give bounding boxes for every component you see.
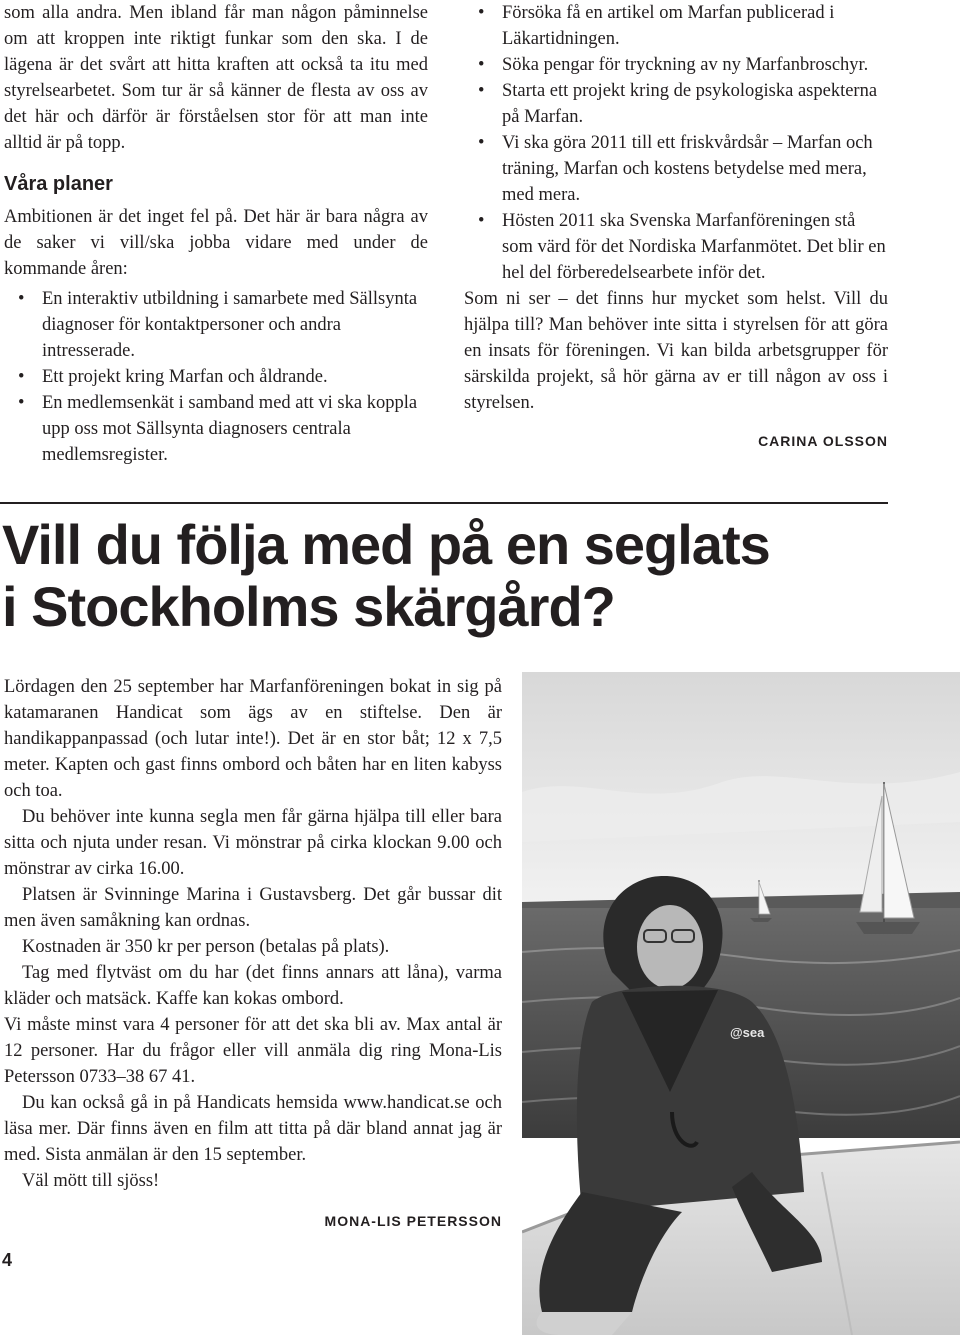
intro-paragraph: som alla andra. Men ibland får man någon påminnelse om att kroppen inte riktigt funkar som den ska. I de lägena är det svårt att hitta kraften att också ta itu med styrelsearbetet. Som tur är så känner de flesta av oss av det här och därför är förståelsen stor för att man inte alltid är på topp. <box>4 3 428 153</box>
list-item: • En medlemsenkät i samband med att vi ska koppla upp oss mot Sällsynta diagnosers centrala medlemsregister. <box>4 390 428 468</box>
author-byline: CARINA OLSSON <box>758 433 888 449</box>
list-item: • Ett projekt kring Marfan och åldrande. <box>4 364 428 390</box>
list-item: • Starta ett projekt kring de psykologiska aspekterna på Marfan. <box>464 78 888 130</box>
sailing-photo <box>522 672 960 1335</box>
list-item: • Söka pengar för tryckning av ny Marfanbroschyr. <box>464 52 888 78</box>
section-heading: Våra planer <box>4 173 113 195</box>
article-paragraph: Du behöver inte kunna segla men får gärna hjälpa till eller bara sitta och njuta under resan. Vi mönstrar på cirka klockan 9.00 och mönstrar av cirka 16.00. <box>4 807 502 879</box>
article-paragraph: Vi måste minst vara 4 personer för att det ska bli av. Max antal är 12 personer. Har du frågor eller vill anmäla dig ring Mona-Lis Petersson 0733–38 67 41. <box>4 1015 502 1087</box>
plans-list-continued <box>464 0 888 286</box>
author-byline: MONA-LIS PETERSSON <box>324 1213 502 1229</box>
section-divider <box>0 502 888 504</box>
article-paragraph: Platsen är Svinninge Marina i Gustavsberg. Det går bussar dit men även samåkning kan ordnas. <box>4 885 502 931</box>
right-column <box>464 0 888 454</box>
plans-paragraph: Ambitionen är det inget fel på. Det här är bara några av de saker vi vill/ska jobba vidare med under de kommande åren: <box>4 207 428 279</box>
title-line-2: i Stockholms skärgård? <box>2 575 615 638</box>
left-column <box>4 0 428 468</box>
closing-paragraph: Som ni ser – det finns hur mycket som helst. Vill du hjälpa till? Man behöver inte sitta i styrelsen för att göra en insats för föreningen. Vi kan bilda arbetsgrupper för särskilda projekt, så hör gärna av er till någon av oss i styrelsen. <box>464 289 888 413</box>
article-paragraph: Tag med flytväst om du har (det finns annars att låna), varma kläder och matsäck. Kaffe kan kokas ombord. <box>4 963 502 1009</box>
title-line-1: Vill du följa med på en seglats <box>2 513 770 576</box>
list-item: • En interaktiv utbildning i samarbete med Sällsynta diagnoser för kontaktpersoner och andra intresserade. <box>4 286 428 364</box>
plans-list <box>4 286 428 468</box>
article-paragraph: Du kan också gå in på Handicats hemsida www.handicat.se och läsa mer. Där finns även en film att titta på där bland annat jag är med. Sista anmälan är den 15 september. <box>4 1093 502 1165</box>
list-item: • Vi ska göra 2011 till ett friskvårdsår – Marfan och träning, Marfan och kostens betydelse med mera, med mera. <box>464 130 888 208</box>
page-number: 4 <box>2 1250 13 1270</box>
jacket-logo: @sea <box>730 1025 765 1040</box>
article-title <box>2 514 902 638</box>
photo-illustration <box>522 672 960 1335</box>
article-paragraph: Kostnaden är 350 kr per person (betalas på plats). <box>22 937 390 957</box>
list-item: • Försöka få en artikel om Marfan publicerad i Läkartidningen. <box>464 0 888 52</box>
article-body <box>4 674 502 1234</box>
article-paragraph: Väl mött till sjöss! <box>22 1171 160 1191</box>
list-item: • Hösten 2011 ska Svenska Marfanföreningen stå som värd för det Nordiska Marfanmötet. Det blir en hel del förberedelsearbete inför det. <box>464 208 888 286</box>
article-paragraph: Lördagen den 25 september har Marfanföreningen bokat in sig på katamaranen Handicat som ägs av en stiftelse. Den är handikappanpassad (och lutar inte!). Det är en stor båt; 12 x 7,5 meter. Kapten och gast finns ombord och båten har en liten kabyss och toa. <box>4 677 502 801</box>
